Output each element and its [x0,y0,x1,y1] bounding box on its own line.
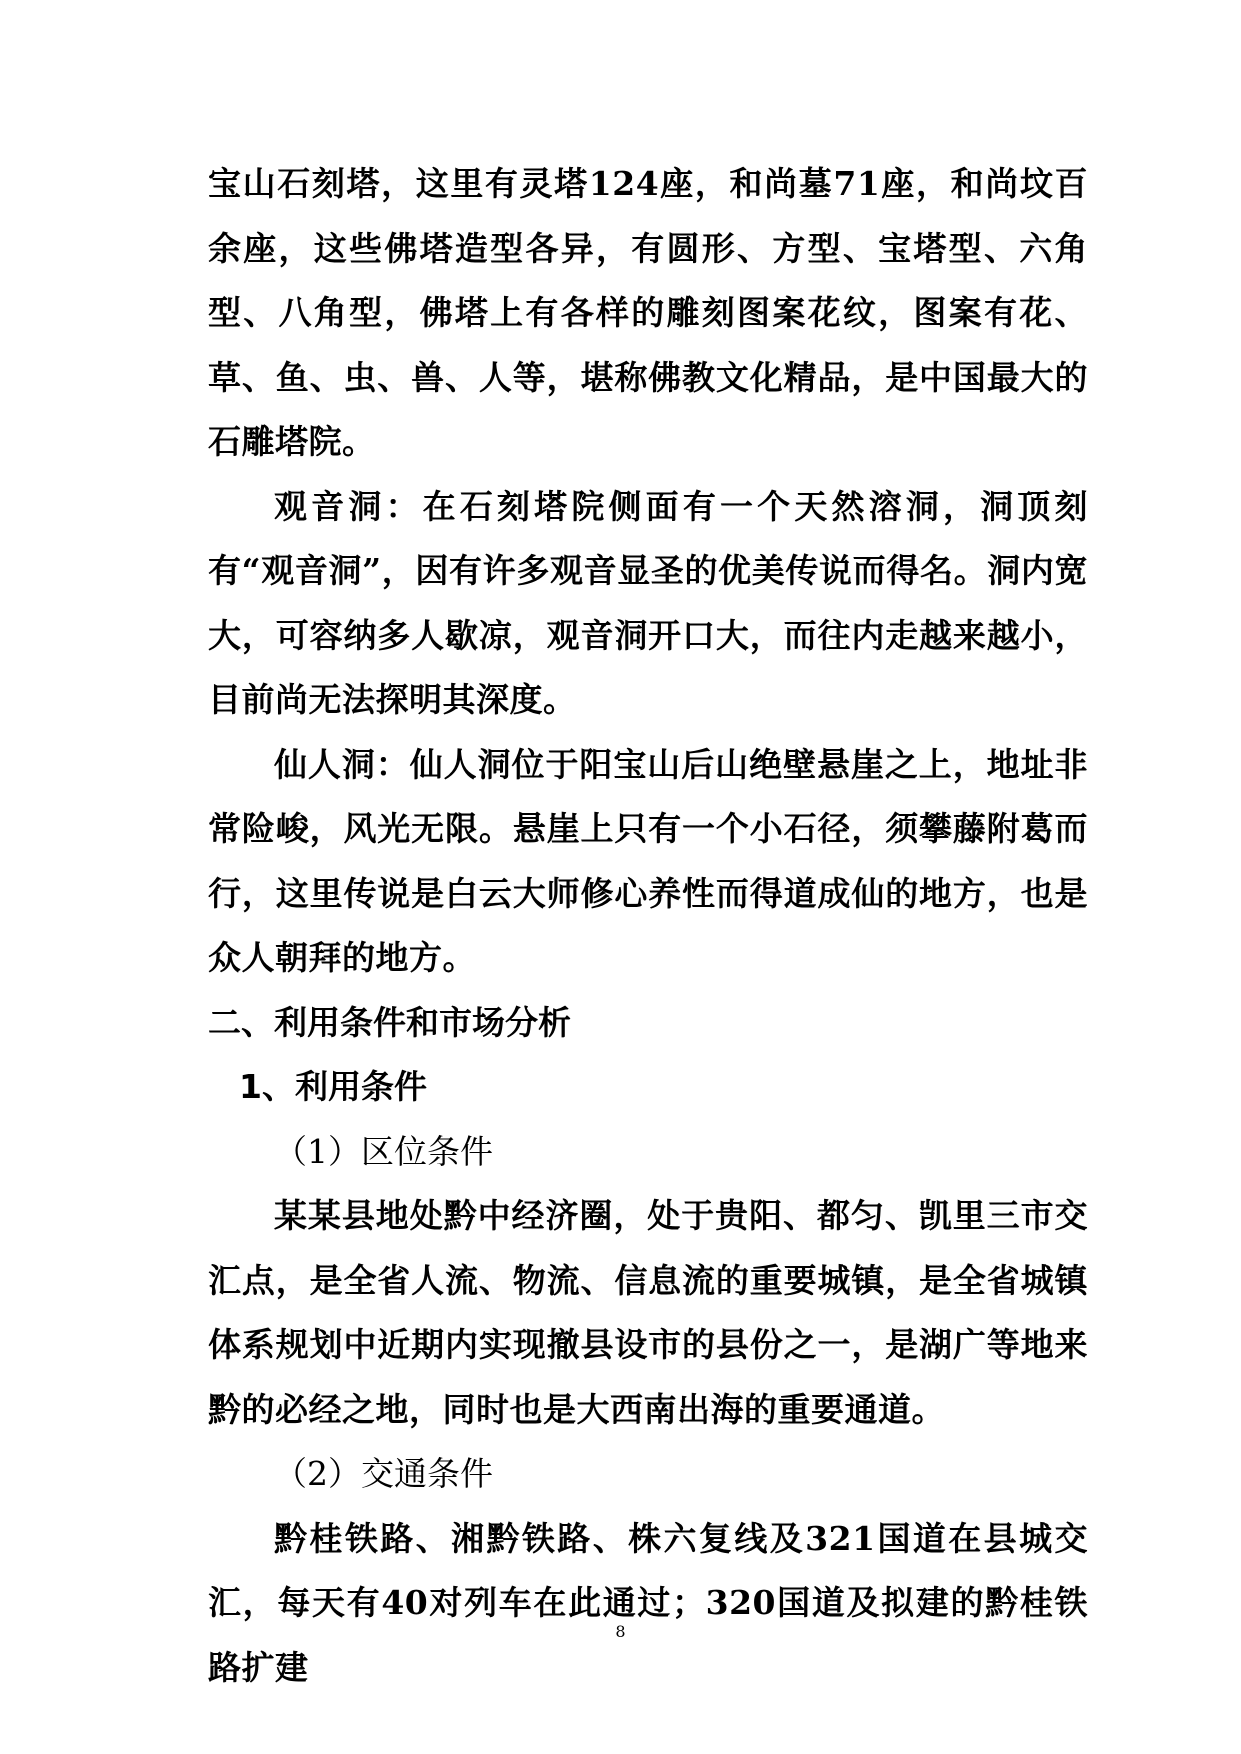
page-number: 8 [615,1622,626,1641]
subsection-heading: 1、利用条件 [239,1067,427,1106]
document-body [208,152,1088,1700]
item-heading-location: （1）区位条件 [274,1131,493,1171]
paragraph-immortal-cave: 仙人洞：仙人洞位于阳宝山后山绝壁悬崖之上，地址非常险峻，风光无限。悬崖上只有一个小石径，须攀藤附葛而行，这里传说是白云大师修心养性而得道成仙的地方，也是众人朝拜的地方。 [208,744,1088,977]
paragraph-location: 某某县地处黔中经济圈，处于贵阳、都匀、凯里三市交汇点，是全省人流、物流、信息流的重要城镇，是全省城镇体系规划中近期内实现撤县设市的县份之一，是湖广等地来黔的必经之地，同时也是大西南出海的重要通道。 [208,1196,1088,1429]
paragraph-transport: 黔桂铁路、湘黔铁路、株六复线及321国道在县城交汇，每天有40对列车在此通过；320国道及拟建的黔桂铁路扩建 [208,1518,1088,1687]
item-heading-transport: （2）交通条件 [274,1454,493,1493]
section-heading: 二、利用条件和市场分析 [208,1002,571,1042]
paragraph-guanyin-cave: 观音洞：在石刻塔院侧面有一个天然溶洞，洞顶刻有“观音洞”，因有许多观音显圣的优美传说而得名。洞内宽大，可容纳多人歇凉，观音洞开口大，而往内走越来越小，目前尚无法探明其深度。 [208,486,1088,719]
paragraph-stone-pagoda: 宝山石刻塔，这里有灵塔124座，和尚墓71座，和尚坟百余座，这些佛塔造型各异，有圆形、方型、宝塔型、六角型、八角型，佛塔上有各样的雕刻图案花纹，图案有花、草、鱼、虫、兽、人等，堪称佛教文化精品，是中国最大的石雕塔院。 [208,164,1088,461]
